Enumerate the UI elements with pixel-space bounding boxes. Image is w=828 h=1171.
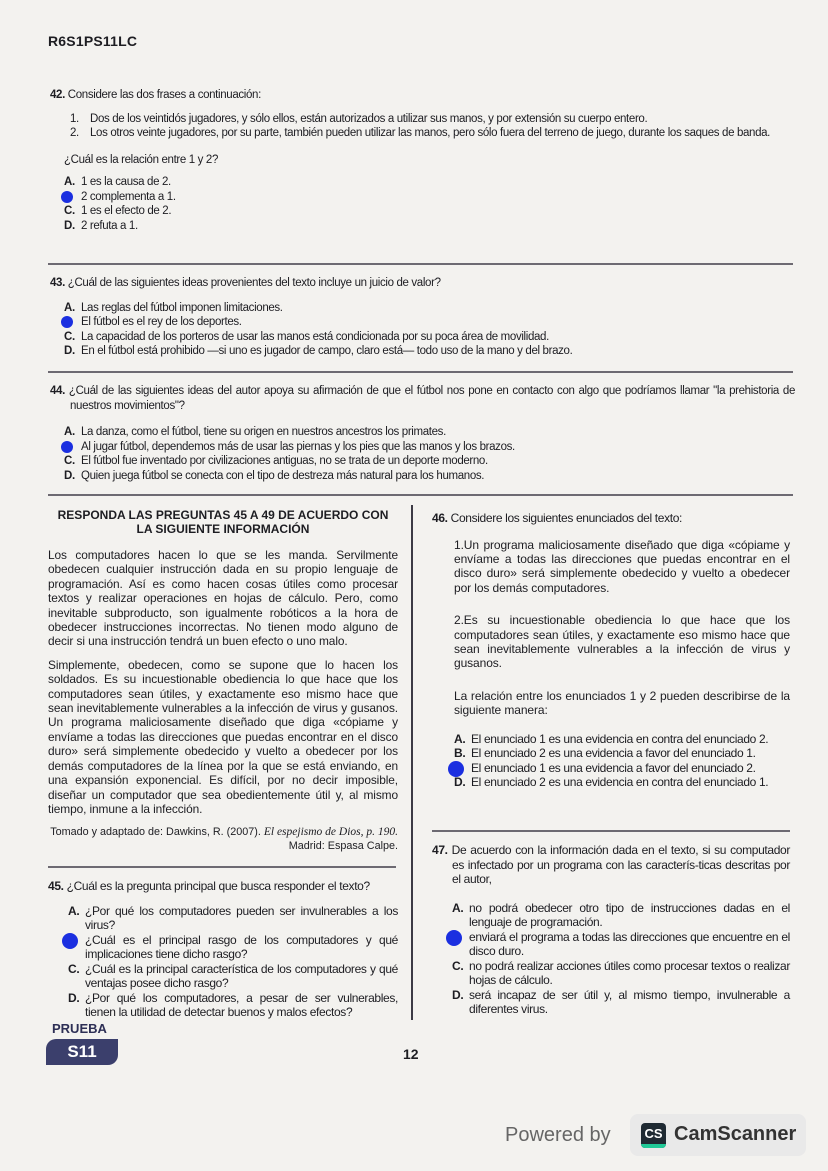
question-47	[432, 843, 790, 1017]
answer-option-c[interactable]	[452, 959, 790, 988]
question-44	[50, 384, 795, 483]
option-text: ¿Por qué los computadores pueden ser invulnerables a los virus?	[85, 903, 398, 932]
option-letter: A.	[452, 900, 464, 915]
answer-option-a[interactable]	[64, 425, 795, 440]
option-letter: C.	[452, 958, 464, 973]
question-number: 46.	[432, 511, 448, 525]
reading-paragraph-2: Simplemente, obedecen, como se supone que lo hacen los soldados. Es su incuestionable obediencia lo que hace que los computadores sean útiles, y exactamente eso mismo hace que sean inevitablemente vulnerables a la infección de virus y gusanos. Un programa maliciosamente diseñado que diga «cópiame y envíame a todas las direcciones que puedas encontrar en el disco duro» será simplemente obedecido y vuelto a obedecer por los demás computadores de la línea por la que se está enviando, en una expansión exponencial. Es difícil, por no decir imposible, diseñar un computador que sea obedientemente útil y, al mismo tiempo, inmune a la infección.	[48, 657, 398, 816]
question-stem: Considere las dos frases a continuación:	[67, 89, 261, 101]
option-letter: D.	[64, 345, 75, 357]
citation-author: Tomado y adaptado de: Dawkins, R. (2007).	[50, 826, 264, 839]
reading-passage	[48, 508, 398, 853]
divider	[48, 263, 793, 265]
option-text: El enunciado 2 es una evidencia en contra del enunciado 1.	[471, 775, 769, 790]
column-divider	[411, 505, 413, 1020]
answer-option-c[interactable]	[64, 330, 795, 345]
answer-option-c[interactable]	[64, 204, 795, 219]
option-text: 1 es la causa de 2.	[81, 176, 171, 188]
item-number: 1.	[70, 112, 79, 125]
option-letter: B.	[454, 746, 466, 761]
divider	[432, 830, 790, 832]
question-stem: ¿Cuál es la pregunta principal que busca responder el texto?	[66, 879, 370, 893]
option-letter: D.	[68, 990, 80, 1005]
sentence-2	[70, 126, 795, 141]
reading-paragraph-1: Los computadores hacen lo que se les manda. Servilmente obedecen cualquier instrucción dada en su propio lenguaje de programación. Así es como hacen cosas útiles como procesar textos y realizar operaciones en hojas de cálculo. Pero, como inevitable subproducto, son igualmente robóticos a la hora de obedecer instrucciones incorrectas. No tienen modo alguno de decir si una instrucción tendrá un buen efecto o uno malo.	[48, 548, 398, 649]
selected-answer-mark-icon	[61, 191, 73, 203]
options-list	[452, 901, 790, 1017]
selected-answer-mark-icon	[446, 930, 462, 946]
question-number: 47.	[432, 843, 448, 857]
option-letter: C.	[68, 961, 80, 976]
option-letter: A.	[64, 301, 75, 314]
test-code-badge: S11	[46, 1039, 118, 1065]
option-text: 1 es el efecto de 2.	[81, 205, 172, 217]
answer-option-c[interactable]	[68, 962, 398, 991]
answer-option-b[interactable]	[64, 315, 795, 330]
option-text: no podrá realizar acciones útiles como procesar textos o realizar hojas de cálculo.	[469, 958, 790, 987]
question-number: 45.	[48, 879, 64, 893]
citation-publisher: Madrid: Espasa Calpe.	[288, 840, 398, 853]
option-letter: A.	[64, 176, 75, 188]
options-list	[64, 301, 795, 359]
item-number: 2.	[70, 127, 79, 139]
question-stem: De acuerdo con la información dada en el texto, si su computador es infectado por un programa con las caracterís-ticas descritas por el autor,	[451, 843, 791, 886]
answer-option-a[interactable]	[68, 904, 398, 933]
page-number: 12	[403, 1046, 419, 1062]
question-43	[50, 276, 795, 359]
statement-2: 2.Es su incuestionable obediencia lo que hace que los computadores sean útiles, y exactamente eso mismo hace que sean inevitablemente vulnerables a la infección de virus y gusanos.	[454, 613, 790, 671]
option-letter: A.	[64, 426, 75, 438]
question-stem: ¿Cuál de las siguientes ideas provenientes del texto incluye un juicio de valor?	[67, 277, 441, 289]
answer-option-c[interactable]	[64, 454, 795, 469]
question-45	[48, 879, 398, 1020]
document-code: R6S1PS11LC	[48, 33, 138, 49]
camscanner-logo-icon: CS	[641, 1123, 666, 1148]
question-46	[432, 511, 790, 790]
option-text: El enunciado 1 es una evidencia en contra del enunciado 2.	[471, 731, 769, 746]
statement-1: 1.Un programa maliciosamente diseñado que diga «cópiame y envíame a todas las direcciones que puedas encontrar en el disco duro» será simplemente obedecido y vuelto a obedecer por los demás computadores.	[454, 537, 790, 595]
selected-answer-mark-icon	[61, 316, 73, 328]
option-letter: C.	[64, 330, 75, 343]
option-letter: D.	[64, 469, 75, 482]
option-text: Quien juega fútbol se conecta con el tipo de destreza más natural para los humanos.	[81, 469, 485, 482]
answer-option-d[interactable]	[64, 344, 795, 359]
option-text: La danza, como el fútbol, tiene su origen en nuestros ancestros los primates.	[81, 426, 446, 438]
option-letter: C.	[64, 455, 75, 467]
item-text: Dos de los veintidós jugadores, y sólo ellos, están autorizados a utilizar sus manos, y por extensión su cuerpo entero.	[90, 112, 648, 125]
answer-option-b[interactable]	[452, 930, 790, 959]
answer-option-d[interactable]	[454, 775, 790, 790]
sentence-1	[70, 112, 795, 127]
divider	[48, 494, 793, 496]
item-text: Los otros veinte jugadores, por su parte, también pueden utilizar las manos, pero sólo fuera del terreno de juego, durante los saques de banda.	[90, 127, 771, 139]
selected-answer-mark-icon	[61, 441, 73, 453]
options-list	[68, 904, 398, 1020]
option-text: El fútbol es el rey de los deportes.	[81, 316, 242, 328]
answer-option-a[interactable]	[452, 901, 790, 930]
option-letter: D.	[452, 987, 464, 1002]
question-stem: ¿Cuál de las siguientes ideas del autor apoya su afirmación de que el fútbol nos pone en contacto con algo que podríamos llamar "la prehistoria de nuestros movimientos"?	[68, 385, 795, 412]
option-letter: A.	[454, 731, 466, 746]
question-number: 43.	[50, 277, 65, 289]
option-text: En el fútbol está prohibido —si uno es jugador de campo, claro está— todo uso de la mano y del brazo.	[81, 345, 573, 357]
question-42	[50, 88, 795, 233]
option-letter: D.	[64, 219, 75, 232]
citation	[48, 825, 398, 853]
answer-option-a[interactable]	[64, 301, 795, 316]
powered-by-text: Powered by	[505, 1124, 611, 1146]
answer-option-d[interactable]	[452, 988, 790, 1017]
answer-option-b[interactable]	[64, 190, 795, 205]
option-text: 2 refuta a 1.	[81, 219, 138, 232]
option-letter: C.	[64, 205, 75, 217]
option-letter: D.	[454, 775, 466, 790]
option-text: no podrá obedecer otro tipo de instrucciones dadas en el lenguaje de programación.	[469, 900, 790, 929]
camscanner-badge	[630, 1114, 806, 1156]
option-text: será incapaz de ser útil y, al mismo tiempo, invulnerable a diferentes virus.	[469, 987, 790, 1016]
option-text: ¿Cuál es el principal rasgo de los computadores y qué implicaciones tiene dicho rasgo?	[85, 932, 398, 961]
answer-option-b[interactable]	[454, 746, 790, 761]
divider	[48, 371, 793, 373]
question-stem: Considere los siguientes enunciados del texto:	[450, 511, 683, 525]
option-text: 2 complementa a 1.	[81, 190, 176, 203]
question-number: 44.	[50, 385, 65, 397]
reading-heading: RESPONDA LAS PREGUNTAS 45 A 49 DE ACUERDO CON LA SIGUIENTE INFORMACIÓN	[57, 508, 389, 536]
options-list	[64, 175, 795, 233]
option-text: El enunciado 1 es una evidencia a favor del enunciado 2.	[471, 760, 756, 775]
answer-option-a[interactable]	[454, 732, 790, 747]
options-list	[454, 732, 790, 790]
options-list	[64, 425, 795, 483]
option-letter: A.	[68, 903, 80, 918]
selected-answer-mark-icon	[62, 933, 78, 949]
answer-option-b[interactable]	[64, 440, 795, 455]
test-label: PRUEBA	[52, 1021, 107, 1036]
option-text: El enunciado 2 es una evidencia a favor del enunciado 1.	[471, 746, 756, 761]
divider	[48, 866, 396, 868]
camscanner-brand: CamScanner	[674, 1123, 797, 1145]
citation-title: El espejismo de Dios, p. 190.	[263, 826, 398, 839]
option-text: La capacidad de los porteros de usar las manos está condicionada por su poca área de movilidad.	[81, 330, 549, 343]
answer-option-d[interactable]	[64, 469, 795, 484]
question-number: 42.	[50, 89, 65, 101]
answer-option-d[interactable]	[64, 219, 795, 234]
option-text: ¿Por qué los computadores, a pesar de ser vulnerables, tienen la utilidad de detectar buenos y malos efectos?	[85, 990, 398, 1019]
answer-option-c[interactable]	[454, 761, 790, 776]
option-text: ¿Cuál es la principal característica de los computadores y qué ventajas posee dicho rasgo?	[85, 961, 398, 990]
answer-option-d[interactable]	[68, 991, 398, 1020]
relation-prompt: La relación entre los enunciados 1 y 2 pueden describirse de la siguiente manera:	[454, 688, 790, 718]
question-prompt: ¿Cuál es la relación entre 1 y 2?	[64, 153, 219, 166]
option-text: enviará el programa a todas las direcciones que encuentre en el disco duro.	[469, 929, 790, 958]
option-text: Al jugar fútbol, dependemos más de usar las piernas y los pies que las manos y los brazos.	[81, 440, 515, 453]
answer-option-a[interactable]	[64, 175, 795, 190]
answer-option-b[interactable]	[68, 933, 398, 962]
option-text: Las reglas del fútbol imponen limitaciones.	[81, 301, 283, 314]
option-text: El fútbol fue inventado por civilizaciones antiguas, no se trata de un deporte moderno.	[81, 455, 488, 467]
